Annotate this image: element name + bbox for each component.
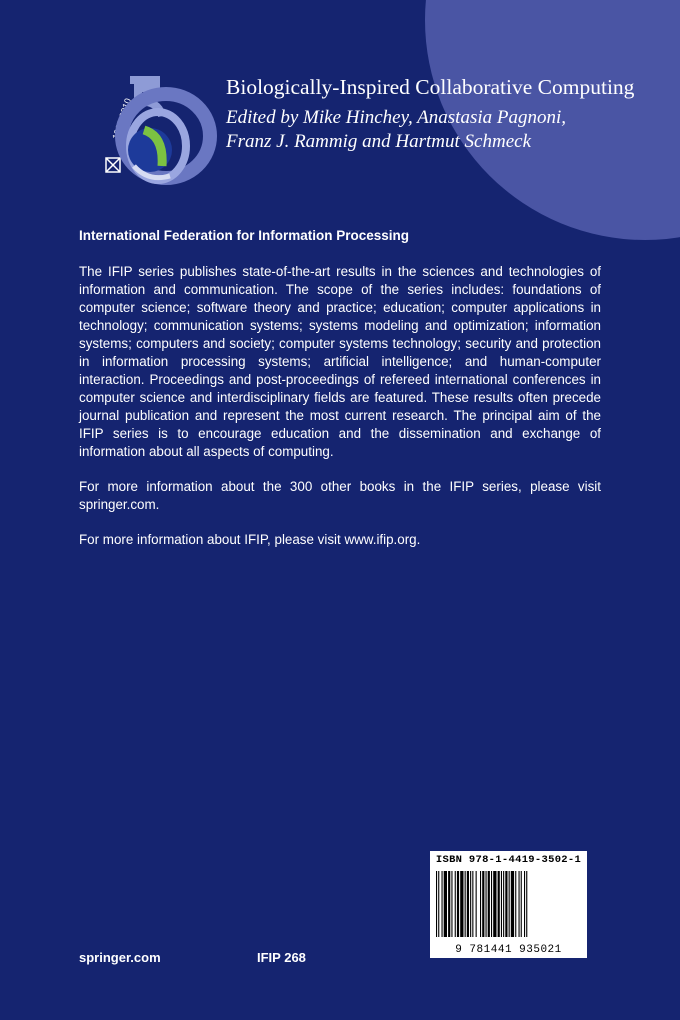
- logo-anniversary-text: 1960 2010: [110, 97, 134, 141]
- book-title-block: [226, 74, 656, 154]
- barcode-bars: [434, 871, 583, 937]
- ifip-info: For more information about IFIP, please visit www.ifip.org.: [79, 532, 421, 547]
- editors-line-1: Edited by Mike Hinchey, Anastasia Pagnoni,: [226, 107, 566, 128]
- isbn-text: ISBN 978-1-4419-3502-1: [435, 854, 582, 866]
- organization-heading: International Federation for Information Processing: [79, 228, 410, 243]
- back-cover-text: [79, 228, 601, 566]
- book-editors: [226, 106, 656, 154]
- more-books-info: For more information about the 300 other books in the IFIP series, please visit springer.com.: [79, 479, 601, 512]
- series-description: The IFIP series publishes state-of-the-art results in the sciences and technologies of information and communication. The scope of the series includes: foundations of computer science; software theory and practice; education; computer applications in technology; communication systems; systems modeling and optimization; information systems; computers and society; computer systems technology; security and protection in information processing systems; artificial intelligence; and human-computer interaction. Proceedings and post-proceedings of refereed international conferences in computer science and interdisciplinary fields are featured. These results often precede journal publication and represent the most current research. The principal aim of the IFIP series is to encourage education and the dissemination and exchange of information about all aspects of computing.: [79, 264, 601, 459]
- publisher-url: springer.com: [79, 950, 161, 965]
- ean-number: 9 781441 935021: [455, 944, 562, 956]
- series-volume: IFIP 268: [257, 950, 306, 965]
- editors-line-2: Franz J. Rammig and Hartmut Schmeck: [226, 131, 532, 152]
- book-title: Biologically-Inspired Collaborative Computing: [226, 75, 635, 99]
- ifip-50-years-logo: [104, 70, 220, 200]
- barcode: [430, 851, 587, 958]
